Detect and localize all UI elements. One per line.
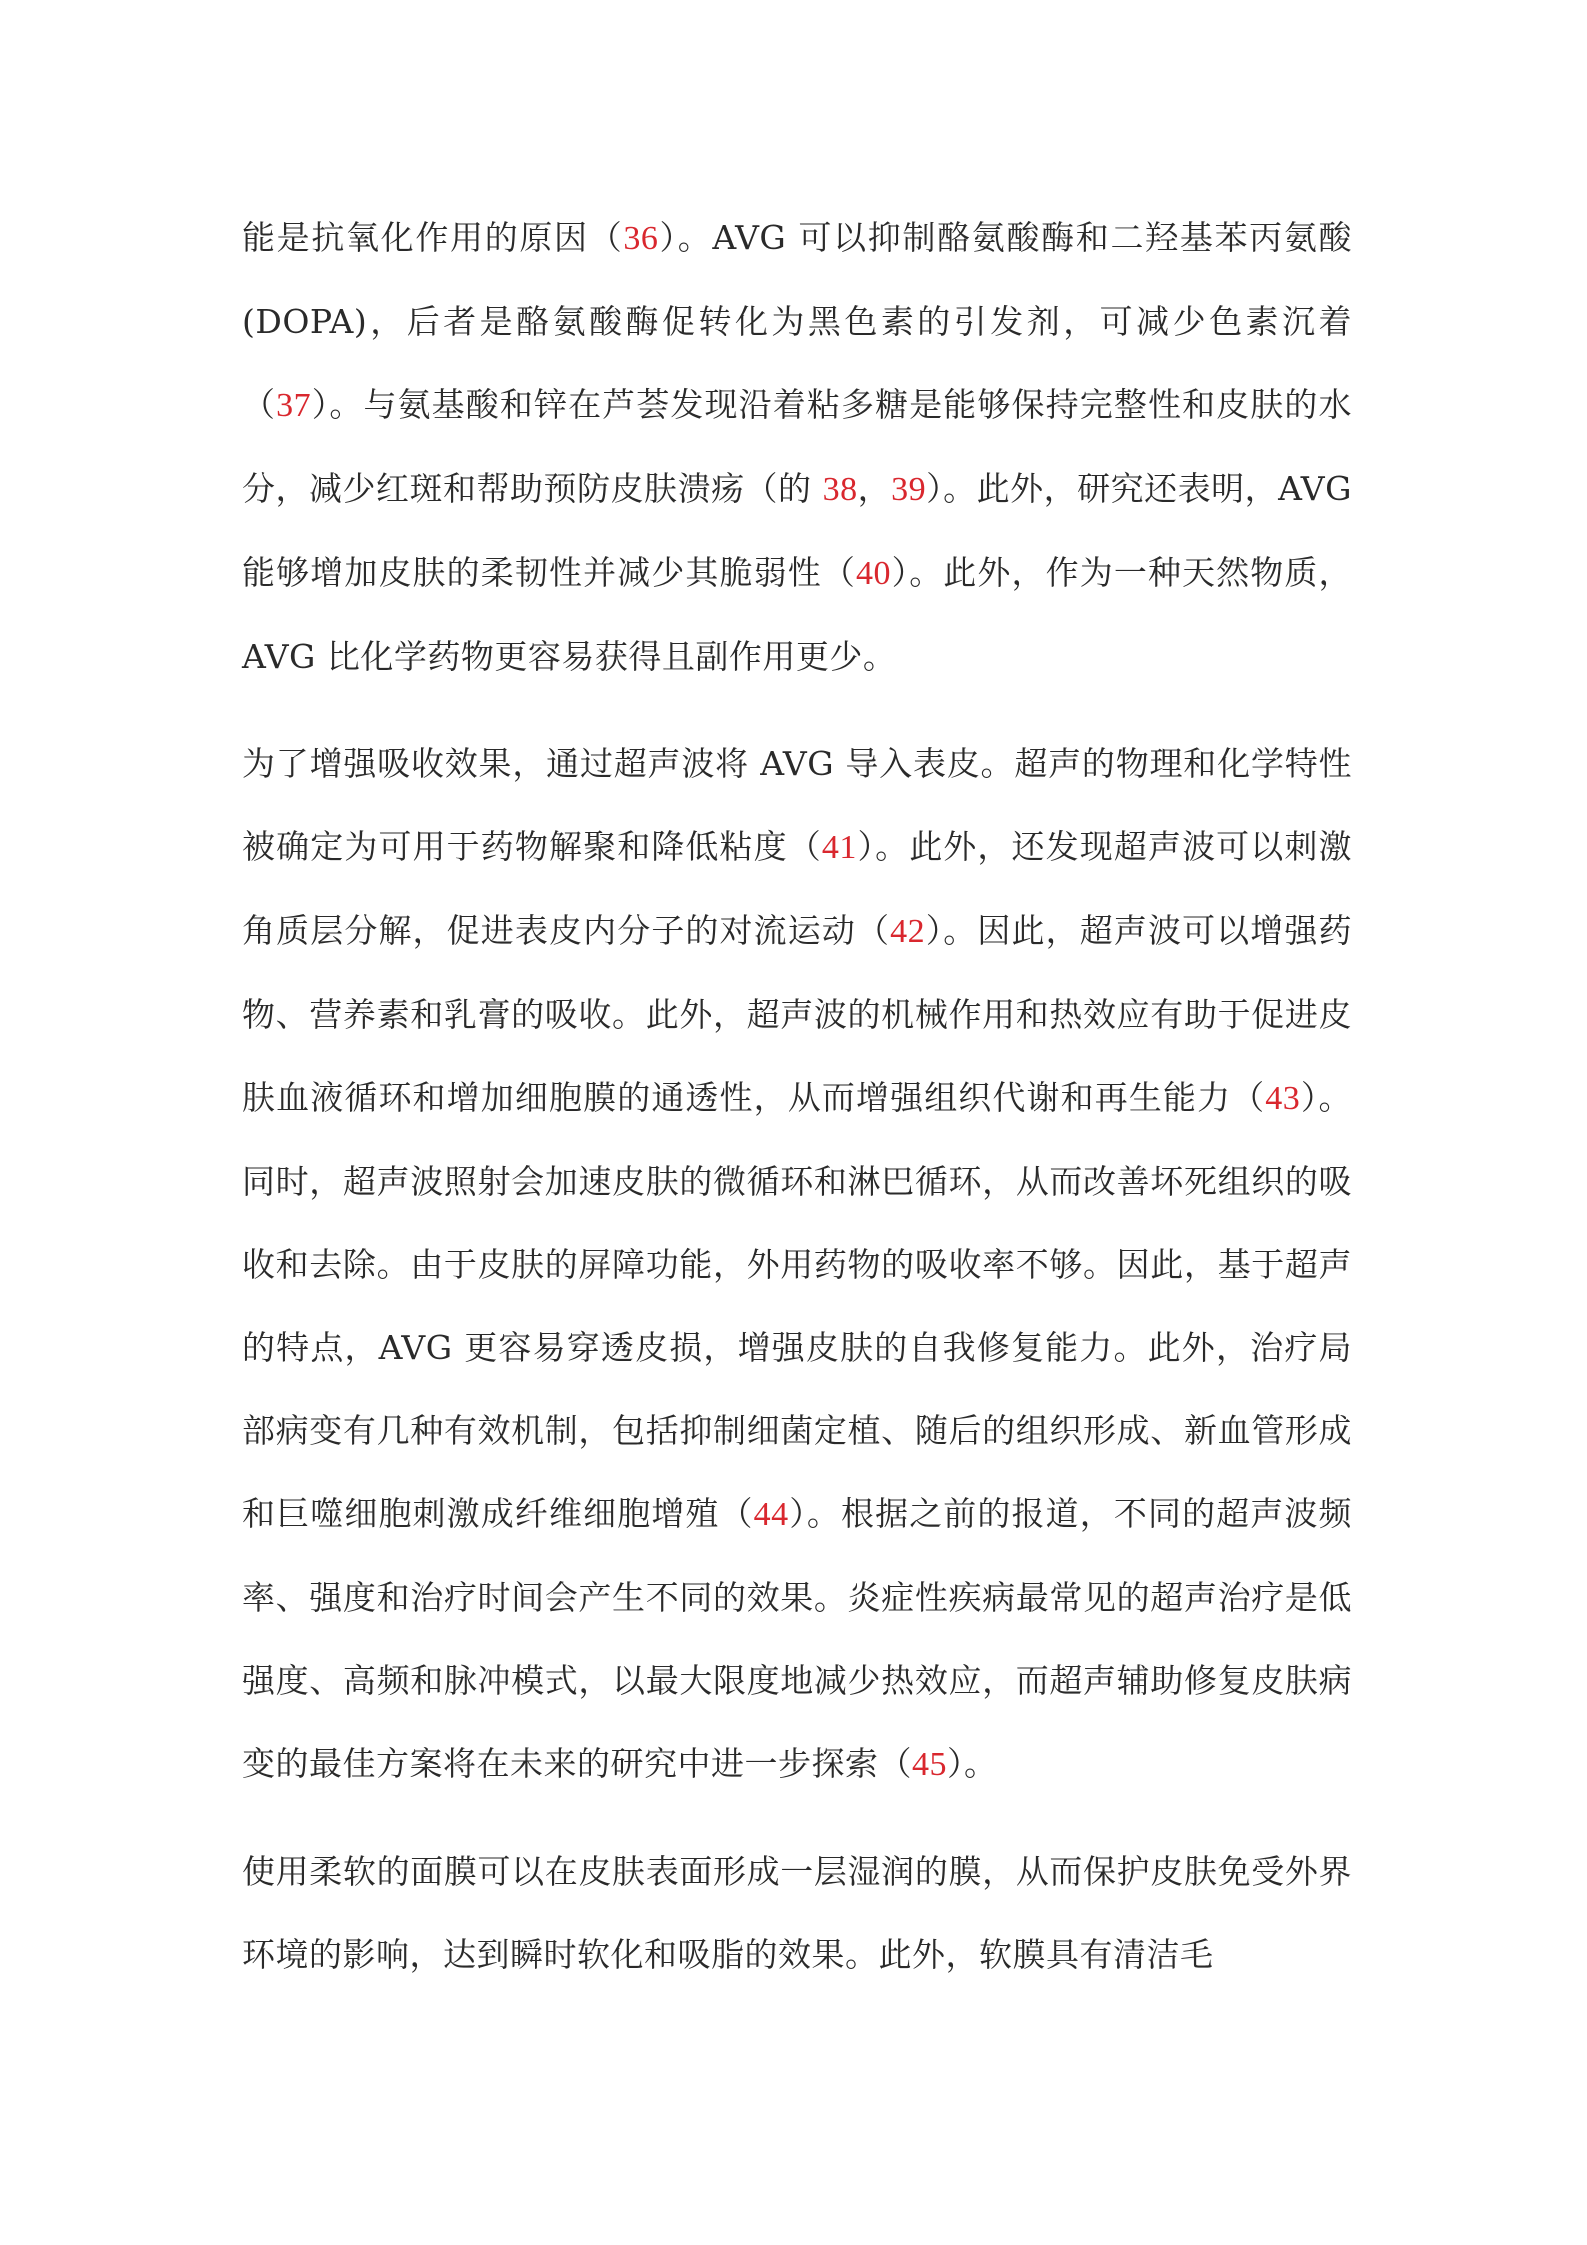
citation-ref: 40 [855,555,891,592]
paragraph-text: ）。同时，超声波照射会加速皮肤的微循环和淋巴循环，从而改善坏死组织的吸收和去除。由于皮肤的屏障功能，外用药物的吸收率不够。因此，基于超声的特点，AVG 更容易穿透皮损，增强皮肤的自我修复能力。此外，治疗局部病变有几种有效机制，包括抑制细菌定植、随后的组织形成、新血管形成和巨噬细胞刺激成纤维细胞增殖（ [242,1078,1352,1533]
paragraph-text: ）。 [947,1744,998,1783]
paragraph-text: ）。AVG 可以抑制酪氨酸酶和二羟基苯丙氨酸 (DOPA)，后者是酪氨酸酶促转化为黑色素的引发剂，可减少色素沉着（ [242,218,1353,424]
citation-ref: 39 [891,471,927,508]
citation-ref: 44 [753,1496,789,1533]
citation-ref: 45 [912,1746,947,1783]
citation-ref: 36 [623,220,659,257]
paragraph-text: ）。此外，作为一种天然物质，AVG 比化学药物更容易获得且副作用更少。 [242,553,1352,676]
citation-ref: 38 [822,471,858,508]
document-body [242,196,1352,2020]
paragraph-text: ）。与氨基酸和锌在芦荟发现沿着粘多糖是能够保持完整性和皮肤的水分，减少红斑和帮助预防皮肤溃疡（的 [242,385,1352,508]
paragraph-text: 使用柔软的面膜可以在皮肤表面形成一层湿润的膜，从而保护皮肤免受外界环境的影响，达到瞬时软化和吸脂的效果。此外，软膜具有清洁毛 [242,1852,1352,1974]
paragraph [242,1830,1352,1996]
citation-ref: 42 [890,913,926,950]
paragraph [242,196,1352,698]
citation-ref: 37 [276,387,312,424]
paragraph-text: ）。根据之前的报道，不同的超声波频率、强度和治疗时间会产生不同的效果。炎症性疾病最常见的超声治疗是低强度、高频和脉冲模式，以最大限度地减少热效应，而超声辅助修复皮肤病变的最佳方案将在未来的研究中进一步探索（ [242,1494,1352,1783]
paragraph-text: ， [857,469,892,508]
paragraph [242,722,1352,1806]
paragraph-text: ）。此外，还发现超声波可以刺激角质层分解，促进表皮内分子的对流运动（ [242,827,1352,950]
paragraph-text: ）。因此，超声波可以增强药物、营养素和乳膏的吸收。此外，超声波的机械作用和热效应有助于促进皮肤血液循环和增加细胞膜的通透性，从而增强组织代谢和再生能力（ [242,911,1352,1117]
citation-ref: 43 [1265,1080,1301,1117]
citation-ref: 41 [821,829,857,866]
paragraph-text: ）。此外，研究还表明，AVG 能够增加皮肤的柔韧性并减少其脆弱性（ [242,469,1352,592]
paragraph-text: 为了增强吸收效果，通过超声波将 AVG 导入表皮。超声的物理和化学特性被确定为可用于药物解聚和降低粘度（ [242,744,1352,866]
paragraph-text: 能是抗氧化作用的原因（ [242,218,624,257]
